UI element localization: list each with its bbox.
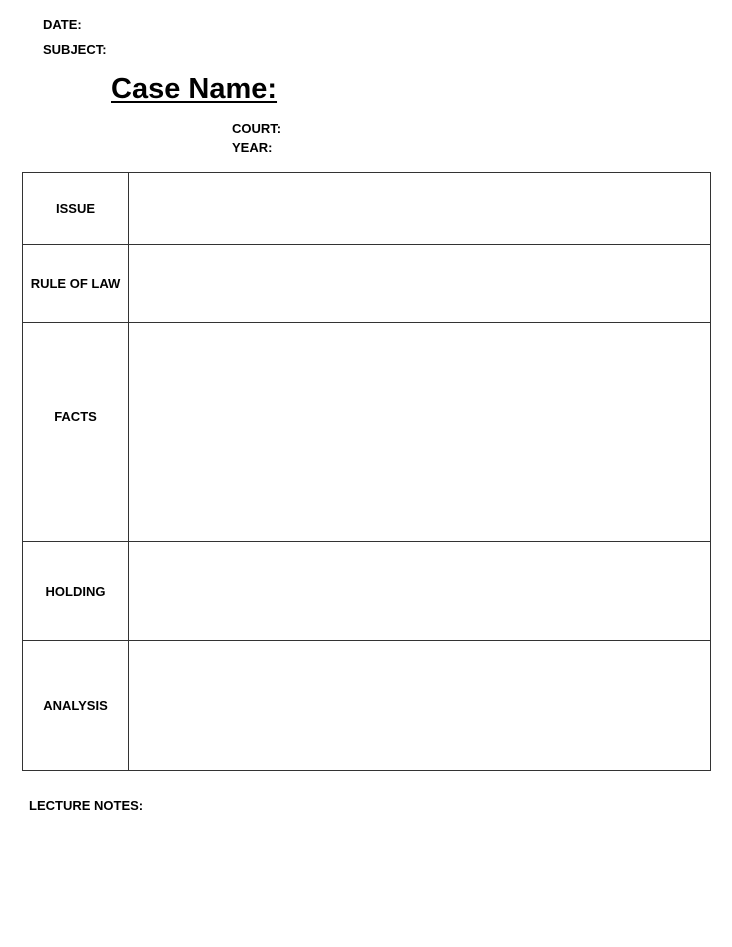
lecture-notes-label: LECTURE NOTES: (29, 798, 144, 813)
holding-label: HOLDING (23, 542, 129, 641)
facts-label: FACTS (23, 323, 129, 542)
analysis-label: ANALYSIS (23, 641, 129, 771)
rule-of-law-field[interactable] (129, 245, 711, 323)
case-brief-table (22, 172, 711, 771)
facts-field[interactable] (129, 323, 711, 542)
year-label: YEAR: (232, 140, 273, 155)
issue-field[interactable] (129, 173, 711, 245)
holding-row (23, 542, 711, 641)
date-label: DATE: (43, 17, 82, 32)
rule-of-law-row (23, 245, 711, 323)
holding-field[interactable] (129, 542, 711, 641)
case-name-title: Case Name: (111, 73, 278, 105)
analysis-field[interactable] (129, 641, 711, 771)
court-label: COURT: (232, 121, 282, 136)
analysis-row (23, 641, 711, 771)
rule-of-law-label: RULE OF LAW (23, 245, 129, 323)
facts-row (23, 323, 711, 542)
subject-label: SUBJECT: (43, 42, 107, 57)
issue-row (23, 173, 711, 245)
issue-label: ISSUE (23, 173, 129, 245)
